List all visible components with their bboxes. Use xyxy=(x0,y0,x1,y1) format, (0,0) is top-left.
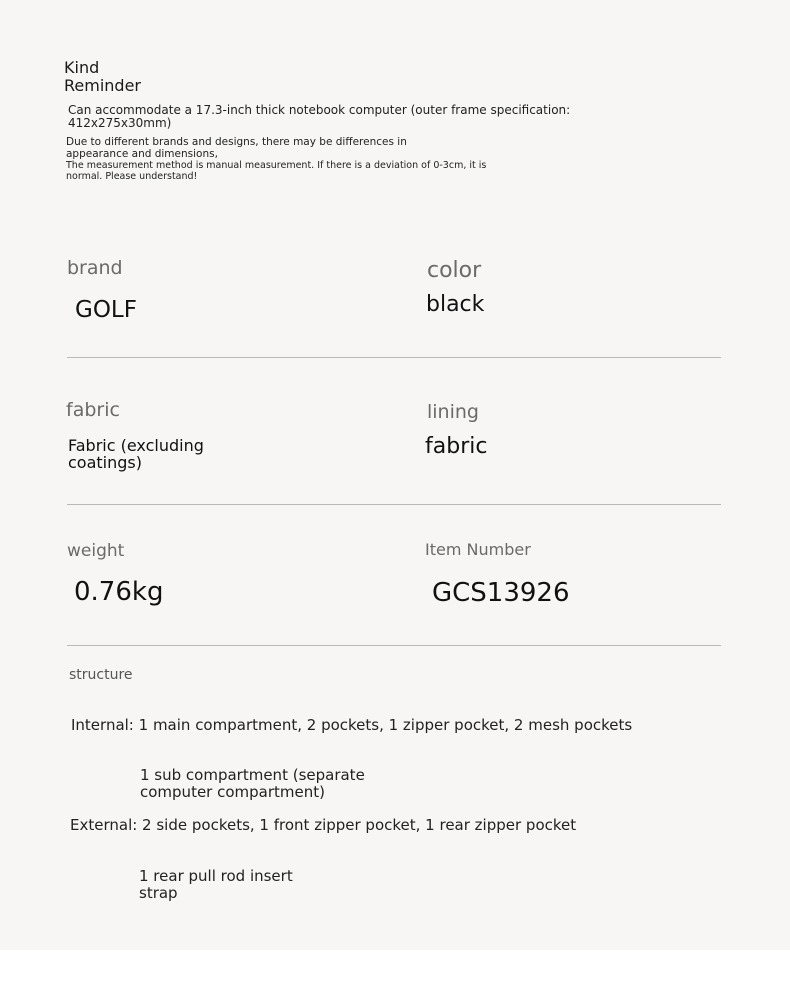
item-number-label: Item Number xyxy=(425,540,531,559)
structure-sub-line1: 1 sub compartment (separate xyxy=(140,766,365,784)
item-number-value: GCS13926 xyxy=(432,578,570,608)
lining-label: lining xyxy=(427,401,479,423)
fabric-value-line1: Fabric (excluding xyxy=(68,436,204,455)
fabric-value-line2: coatings) xyxy=(68,453,142,472)
kind-reminder-title xyxy=(64,59,141,95)
structure-rear-line2: strap xyxy=(139,884,178,902)
variation-note-line2: appearance and dimensions, xyxy=(66,148,218,160)
measurement-note xyxy=(66,160,486,182)
lining-value: fabric xyxy=(425,434,488,459)
capacity-note-line1: Can accommodate a 17.3-inch thick notebook computer (outer frame specification: xyxy=(68,103,571,117)
capacity-note-line2: 412x275x30mm) xyxy=(68,116,172,130)
fabric-label: fabric xyxy=(66,399,120,421)
kind-reminder-title-line1: Kind xyxy=(64,58,100,77)
kind-reminder-title-line2: Reminder xyxy=(64,76,141,95)
measurement-note-line2: normal. Please understand! xyxy=(66,171,198,182)
color-value: black xyxy=(426,292,485,317)
measurement-note-line1: The measurement method is manual measurement. If there is a deviation of 0-3cm, it is xyxy=(66,160,487,171)
fabric-value xyxy=(68,437,204,471)
variation-note xyxy=(66,136,407,160)
weight-label: weight xyxy=(67,541,125,561)
divider-1 xyxy=(67,357,721,358)
variation-note-line1: Due to different brands and designs, there may be differences in xyxy=(66,136,407,148)
structure-sub-line2: computer compartment) xyxy=(140,783,325,801)
structure-internal: Internal: 1 main compartment, 2 pockets, 1 zipper pocket, 2 mesh pockets xyxy=(71,716,633,734)
structure-external: External: 2 side pockets, 1 front zipper pocket, 1 rear zipper pocket xyxy=(70,816,577,834)
color-label: color xyxy=(427,258,482,283)
structure-sub-compartment xyxy=(140,767,365,801)
weight-value: 0.76kg xyxy=(74,577,164,607)
brand-value: GOLF xyxy=(75,297,137,323)
divider-3 xyxy=(67,645,721,646)
structure-rear-line1: 1 rear pull rod insert xyxy=(139,867,293,885)
divider-2 xyxy=(67,504,721,505)
structure-label: structure xyxy=(69,667,133,683)
capacity-note xyxy=(68,104,570,130)
structure-rear-strap xyxy=(139,868,293,902)
brand-label: brand xyxy=(67,257,123,279)
